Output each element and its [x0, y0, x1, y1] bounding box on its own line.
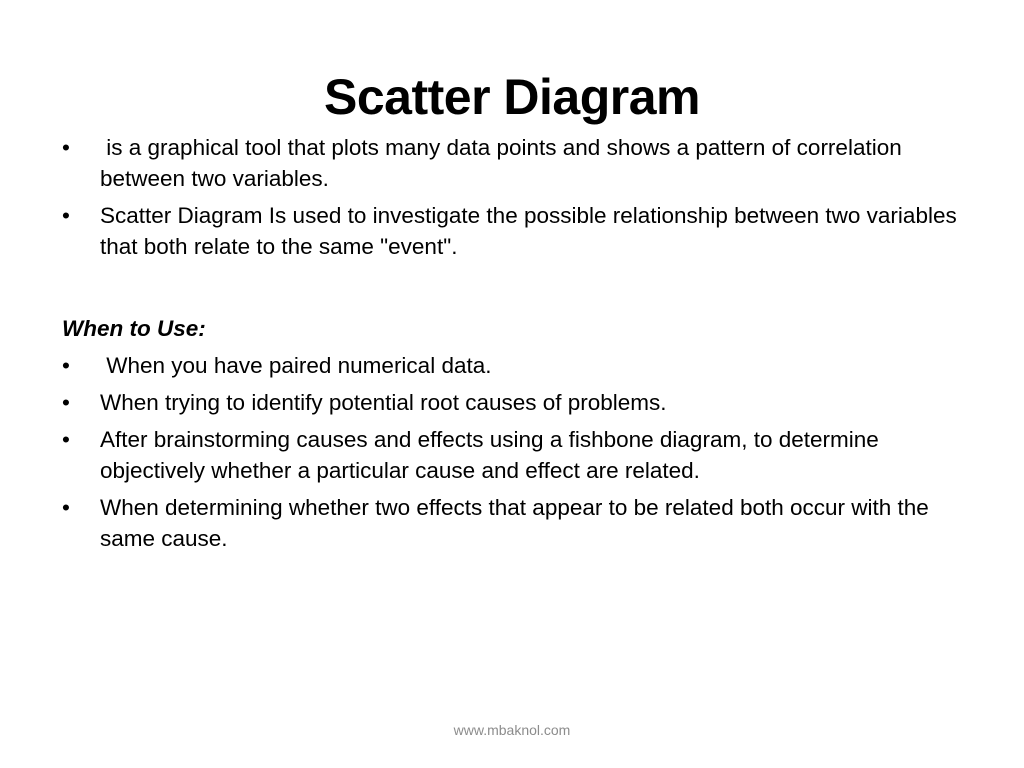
list-item-text: After brainstorming causes and effects using a fishbone diagram, to determine objectively whether a particular cause and effect are related.	[100, 427, 879, 483]
bullet-icon: •	[62, 135, 70, 160]
list-item	[62, 387, 962, 418]
list-item	[62, 424, 962, 486]
bullet-icon: •	[62, 353, 70, 378]
spacer	[62, 268, 962, 313]
when-to-use-heading: When to Use:	[62, 316, 206, 341]
bullet-icon: •	[62, 427, 70, 452]
list-item-text: When trying to identify potential root causes of problems.	[100, 390, 667, 415]
list-item	[62, 492, 962, 554]
list-item	[62, 350, 962, 381]
list-item-text: When you have paired numerical data.	[100, 353, 492, 378]
intro-list	[62, 132, 962, 262]
list-item	[62, 200, 962, 262]
when-list	[62, 350, 962, 554]
slide-title: Scatter Diagram	[324, 69, 700, 125]
bullet-icon: •	[62, 390, 70, 415]
footer-url: www.mbaknol.com	[453, 722, 571, 738]
bullet-icon: •	[62, 495, 70, 520]
bullet-icon: •	[62, 203, 70, 228]
list-item	[62, 132, 962, 194]
list-item-text: Scatter Diagram Is used to investigate the possible relationship between two variables that both relate to the same "event".	[100, 203, 957, 259]
list-item-text: is a graphical tool that plots many data points and shows a pattern of correlation between two variables.	[100, 135, 908, 191]
slide-body	[62, 132, 962, 560]
list-item-text: When determining whether two effects that appear to be related both occur with the same cause.	[100, 495, 929, 551]
